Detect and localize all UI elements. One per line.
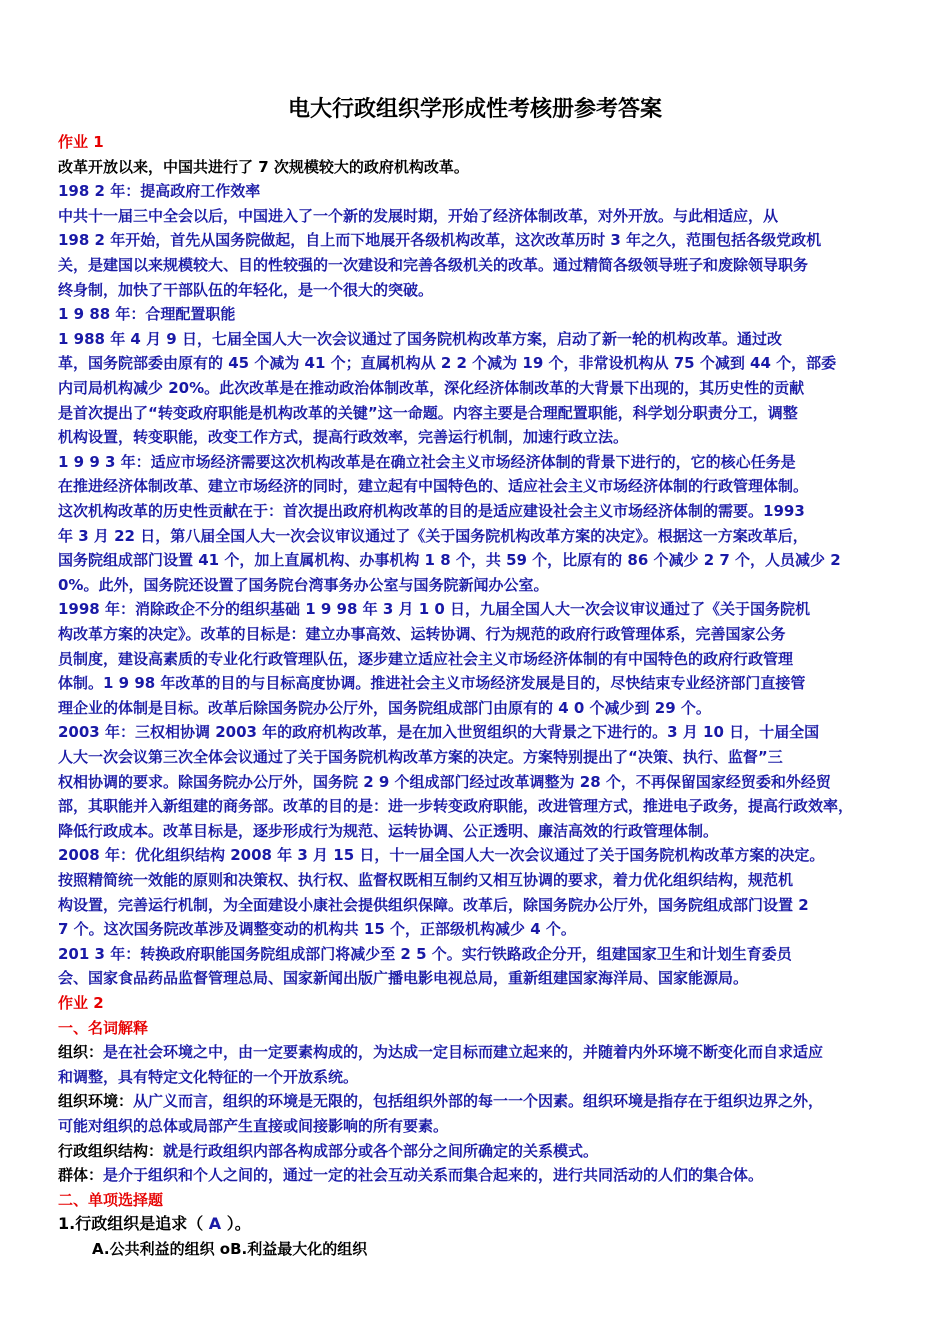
- text-line: 198 2 年：提高政府工作效率: [58, 182, 261, 201]
- text-line: 关，是建国以来规模较大、目的性较强的一次建设和完善各级机关的改革。通过精简各级领导班子和废除领导职务: [58, 256, 809, 274]
- definition-term: 行政组织结构：: [58, 1141, 164, 1160]
- text-line: 构改革方案的决定》。改革的目标是：建立办事高效、运转协调、行为规范的政府行政管理体系，完善国家公务: [58, 625, 786, 643]
- text-line: 员制度，建设高素质的专业化行政管理队伍，逐步建立适应社会主义市场经济体制的有中国特色的政府行政管理: [58, 649, 794, 668]
- text-line: 1 988 年 4 月 9 日，七届全国人大一次会议通过了国务院机构改革方案，启动了新一轮的机构改革。通过改: [58, 329, 782, 348]
- definition-line: [58, 1089, 823, 1113]
- question-text: 1.行政组织是追求（: [58, 1214, 204, 1234]
- text-line: 198 2 年开始，首先从国务院做起，自上而下地展开各级机构改革，这次改革历时 3 年之久，范围包括各级党政机: [58, 231, 822, 250]
- definition-body: 从广义而言，组织的环境是无限的，包括组织外部的每一一个因素。组织环境是指存在于组织边界之外，: [133, 1092, 824, 1111]
- text-line: 人大一次会议第三次全体会议通过了关于国务院机构改革方案的决定。方案特别提出了“决策、执行、监督”三: [58, 748, 783, 766]
- text-line: 体制。1 9 98 年改革的目的与目标高度协调。推进社会主义市场经济发展是目的，尽快结束专业经济部门直接管: [58, 674, 806, 693]
- definition-term: 组织：: [58, 1043, 104, 1062]
- text-line: 机构设置，转变职能，改变工作方式，提高行政效率，完善运行机制，加速行政立法。: [58, 428, 629, 447]
- question-answer: A: [203, 1214, 227, 1234]
- definition-line: [58, 1139, 598, 1163]
- text-line: 1 9 88 年：合理配置职能: [58, 305, 236, 324]
- text-line: 权相协调的要求。除国务院办公厅外，国务院 2 9 个组成部门经过改革调整为 28 个，不再保留国家经贸委和外经贸: [58, 772, 831, 791]
- text-line: 按照精简统一效能的原则和决策权、执行权、监督权既相互制约又相互协调的要求，着力优化组织结构，规范机: [58, 871, 794, 889]
- text-line: 国务院组成部门设置 41 个，加上直属机构、办事机构 1 8 个，共 59 个，比原有的 86 个减少 2 7 个，人员减少 2: [58, 551, 841, 570]
- section-heading: 作业 1: [58, 133, 104, 151]
- text-line: 7 个。这次国务院改革涉及调整变动的机构共 15 个，正部级机构减少 4 个。: [58, 920, 576, 939]
- text-line: 终身制，加快了干部队伍的年轻化，是一个很大的突破。: [58, 280, 434, 299]
- definition-body: 是在社会环境之中，由一定要素构成的，为达成一定目标而建立起来的，并随着内外环境不断变化而自求适应: [103, 1043, 824, 1062]
- text-line: 部，其职能并入新组建的商务部。改革的目的是：进一步转变政府职能，改进管理方式，推进电子政务，提高行政效率，: [58, 797, 854, 816]
- definition-body: 是介于组织和个人之间的，通过一定的社会互动关系而集合起来的，进行共同活动的人们的集合体。: [103, 1166, 764, 1185]
- definition-line: [58, 1163, 763, 1187]
- text-line: 0%。此外，国务院还设置了国务院台湾事务办公室与国务院新闻办公室。: [58, 575, 549, 594]
- text-line: 降低行政成本。改革目标是，逐步形成行为规范、运转协调、公正透明、廉洁高效的行政管理体制。: [58, 821, 719, 840]
- definition-term: 群体：: [58, 1166, 104, 1185]
- definition-term: 组织环境：: [58, 1092, 134, 1111]
- text-line: 构设置，完善运行机制，为全面建设小康社会提供组织保障。改革后，除国务院办公厅外，国务院组成部门设置 2: [58, 895, 809, 914]
- definition-body: 就是行政组织内部各构成部分或各个部分之间所确定的关系模式。: [163, 1141, 599, 1160]
- text-line: 会、国家食品药品监督管理总局、国家新闻出版广播电影电视总局，重新组建国家海洋局、国家能源局。: [58, 969, 749, 988]
- text-line: 201 3 年：转换政府职能国务院组成部门将减少至 2 5 个。实行铁路政企分开，组建国家卫生和计划生育委员: [58, 944, 792, 963]
- section-heading: 作业 2: [58, 994, 104, 1012]
- text-line: 理企业的体制是目标。改革后除国务院办公厅外，国务院组成部门由原有的 4 0 个减少到 29 个。: [58, 698, 711, 717]
- text-line: 改革开放以来，中国共进行了 7 次规模较大的政府机构改革。: [58, 157, 469, 176]
- text-line: 在推进经济体制改革、建立市场经济的同时，建立起有中国特色的、适应社会主义市场经济体制的行政管理体制。: [58, 477, 809, 496]
- text-line: 1 9 9 3 年：适应市场经济需要这次机构改革是在确立社会主义市场经济体制的背景下进行的，它的核心任务是: [58, 452, 796, 471]
- text-line: 1998 年：消除政企不分的组织基础 1 9 98 年 3 月 1 0 日，九届全国人大一次会议审议通过了《关于国务院机: [58, 600, 811, 619]
- text-line: 2003 年：三权相协调 2003 年的政府机构改革，是在加入世贸组织的大背景之下进行的。3 月 10 日，十届全国: [58, 723, 820, 742]
- definition-line: [58, 1040, 823, 1064]
- text-line: 是首次提出了“转变政府职能是机构改革的关键”这一命题。内容主要是合理配置职能，科学划分职责分工，调整: [58, 403, 798, 422]
- question-1: [58, 1212, 251, 1236]
- section-heading: 二、单项选择题: [58, 1190, 164, 1209]
- text-line: 革，国务院部委由原有的 45 个减为 41 个；直属机构从 2 2 个减为 19 个，非常设机构从 75 个减到 44 个，部委: [58, 354, 837, 373]
- text-line: 这次机构改革的历史性贡献在于：首次提出政府机构改革的目的是适应建设社会主义市场经济体制的需要。1993: [58, 502, 805, 520]
- text-line: 年 3 月 22 日，第八届全国人大一次会议审议通过了《关于国务院机构改革方案的决定》。根据这一方案改革后，: [58, 526, 808, 545]
- text-line: 中共十一届三中全会以后，中国进入了一个新的发展时期，开始了经济体制改革，对外开放。与此相适应，从: [58, 206, 779, 225]
- text-line: 2008 年：优化组织结构 2008 年 3 月 15 日，十一届全国人大一次会议通过了关于国务院机构改革方案的决定。: [58, 846, 825, 865]
- question-text-end: ）。: [226, 1214, 251, 1234]
- page-title: 电大行政组织学形成性考核册参考答案: [287, 97, 662, 122]
- text-line: 一、名词解释: [58, 1018, 149, 1037]
- definition-line: [58, 1065, 358, 1089]
- definition-line: [58, 1114, 448, 1138]
- text-line: 内司局机构减少 20%。此次改革是在推动政治体制改革，深化经济体制改革的大背景下出现的，其历史性的贡献: [58, 379, 805, 397]
- definition-body: 和调整，具有特定文化特征的一个开放系统。: [58, 1067, 359, 1086]
- definition-body: 可能对组织的总体或局部产生直接或间接影响的所有要素。: [58, 1117, 449, 1135]
- question-1-options: A.公共利益的组织 oB.利益最大化的组织: [92, 1240, 368, 1258]
